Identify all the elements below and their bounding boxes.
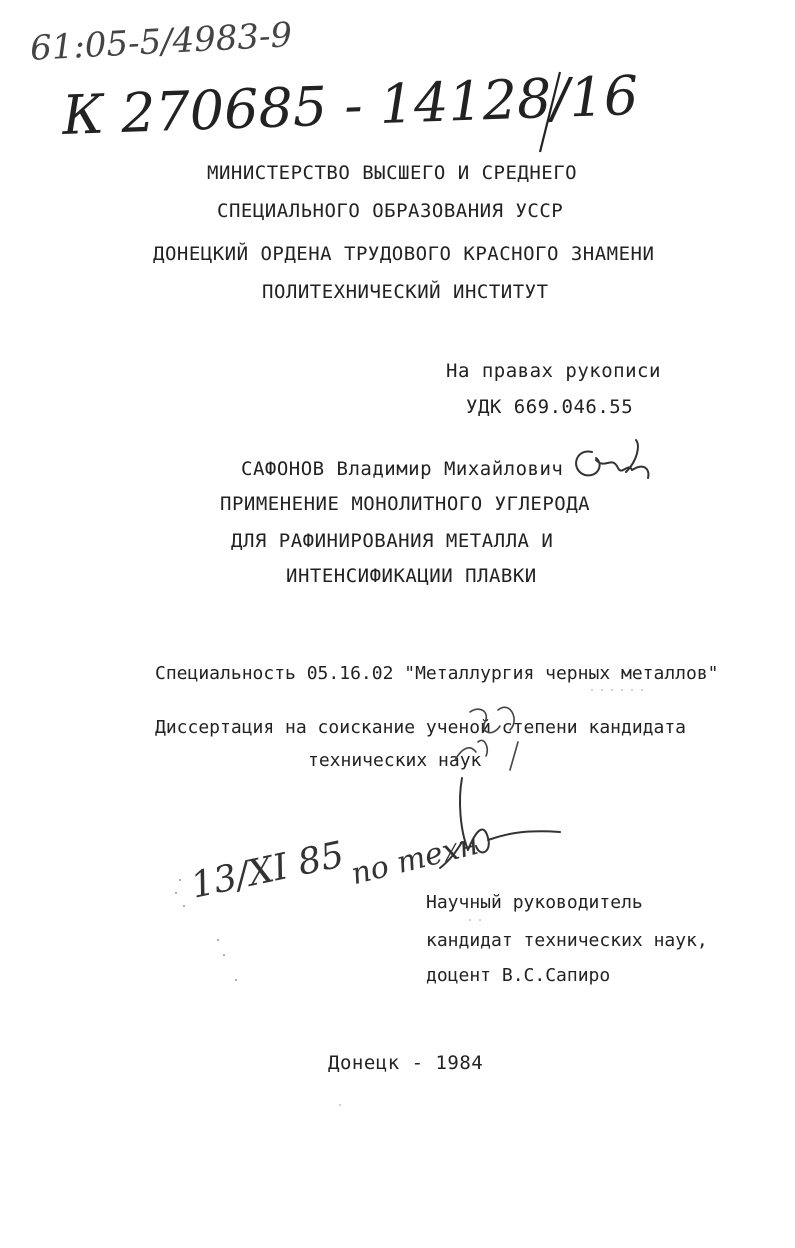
dissertation-line-1: Диссертация на соискание ученой степени кандидата (155, 717, 687, 738)
specialty: Специальность 05.16.02 "Металлургия черных металлов" (155, 663, 719, 684)
manuscript-rights: На правах рукописи (446, 360, 661, 382)
supervisor-line-1: Научный руководитель (426, 892, 643, 913)
udc-code: УДК 669.046.55 (466, 396, 634, 418)
handwritten-date-note: 13/XI 85 (187, 834, 348, 907)
title-line-3: ИНТЕНСИФИКАЦИИ ПЛАВКИ (286, 565, 537, 587)
ministry-line-1: МИНИСТЕРСТВО ВЫСШЕГО И СРЕДНЕГО (207, 162, 578, 184)
handwritten-archive-code: 61:05-5/4983-9 (29, 15, 294, 69)
author-name: САФОНОВ Владимир Михайлович (241, 458, 564, 480)
dissertation-line-2: технических наук (308, 750, 482, 771)
ministry-line-2: СПЕЦИАЛЬНОГО ОБРАЗОВАНИЯ УССР (217, 200, 564, 222)
institute-line-1: ДОНЕЦКИЙ ОРДЕНА ТРУДОВОГО КРАСНОГО ЗНАМЕНИ (153, 243, 655, 265)
handwritten-catalog-number: К 270685 - 14128/16 (61, 63, 640, 148)
institute-line-2: ПОЛИТЕХНИЧЕСКИЙ ИНСТИТУТ (262, 281, 549, 303)
author-signature (576, 440, 648, 478)
handwritten-subject-note: по техн (347, 826, 483, 893)
title-line-1: ПРИМЕНЕНИЕ МОНОЛИТНОГО УГЛЕРОДА (220, 493, 591, 515)
supervisor-line-2: кандидат технических наук, (426, 930, 708, 951)
title-line-2: ДЛЯ РАФИНИРОВАНИЯ МЕТАЛЛА И (231, 530, 554, 552)
supervisor-line-3: доцент В.С.Сапиро (426, 965, 611, 986)
place-year: Донецк - 1984 (328, 1052, 484, 1074)
